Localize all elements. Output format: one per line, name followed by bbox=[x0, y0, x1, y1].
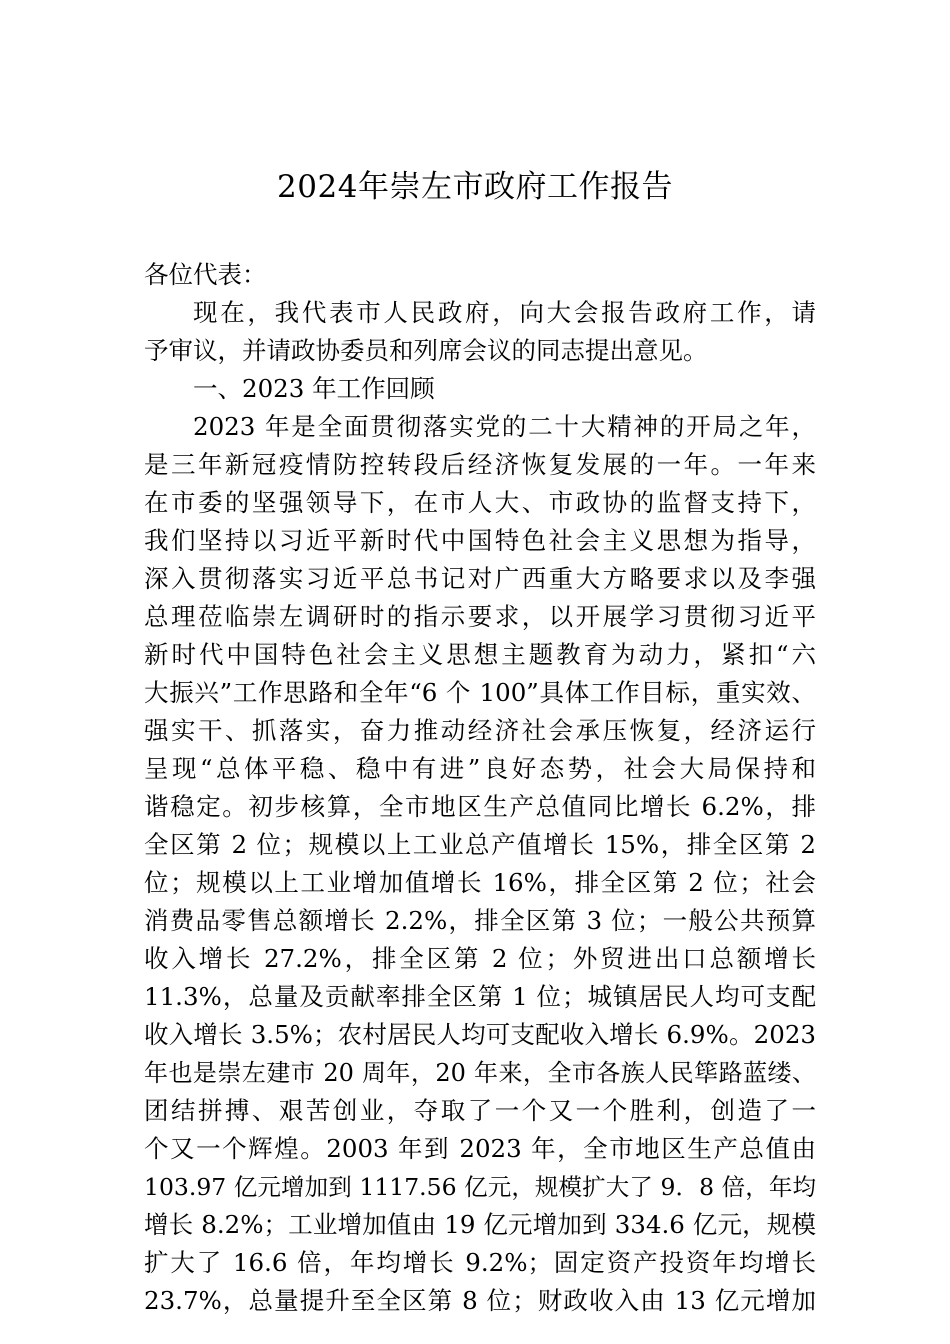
paragraph-line: 位；规模以上工业增加值增长 16%，排全区第 2 位；社会 bbox=[144, 868, 816, 897]
paragraph-line: 呈现“总体平稳、稳中有进”良好态势，社会大局保持和 bbox=[144, 754, 816, 783]
paragraph-line: 强实干、抓落实，奋力推动经济社会承压恢复，经济运行 bbox=[144, 716, 816, 745]
paragraph-line: 各位代表： bbox=[144, 260, 267, 289]
paragraph-line: 我们坚持以习近平新时代中国特色社会主义思想为指导， bbox=[144, 526, 816, 555]
paragraph-line: 是三年新冠疫情防控转段后经济恢复发展的一年。一年来 bbox=[144, 450, 816, 479]
paragraph-line: 全区第 2 位；规模以上工业总产值增长 15%，排全区第 2 bbox=[144, 830, 816, 859]
paragraph-line: 总理莅临崇左调研时的指示要求，以开展学习贯彻习近平 bbox=[144, 602, 816, 631]
paragraph-line: 23.7%，总量提升至全区第 8 位；财政收入由 13 亿元增加 bbox=[144, 1286, 816, 1315]
paragraph-line: 深入贯彻落实习近平总书记对广西重大方略要求以及李强 bbox=[144, 564, 816, 593]
paragraph-line: 扩大了 16.6 倍，年均增长 9.2%；固定资产投资年均增长 bbox=[144, 1248, 816, 1277]
paragraph-line: 在市委的坚强领导下，在市人大、市政协的监督支持下， bbox=[144, 488, 816, 517]
paragraph-line: 收入增长 3.5%；农村居民人均可支配收入增长 6.9%。2023 bbox=[144, 1020, 816, 1049]
paragraph-line: 收入增长 27.2%，排全区第 2 位；外贸进出口总额增长 bbox=[144, 944, 816, 973]
paragraph-line: 大振兴”工作思路和全年“6 个 100”具体工作目标，重实效、 bbox=[144, 678, 816, 707]
document-title: 2024年崇左市政府工作报告 bbox=[277, 169, 673, 205]
paragraph-line: 一、2023 年工作回顾 bbox=[193, 374, 435, 403]
paragraph-line: 现在，我代表市人民政府，向大会报告政府工作，请 bbox=[193, 298, 816, 327]
paragraph-line: 11.3%，总量及贡献率排全区第 1 位；城镇居民人均可支配 bbox=[144, 982, 816, 1011]
document-body bbox=[144, 256, 816, 1320]
paragraph-line: 予审议，并请政协委员和列席会议的同志提出意见。 bbox=[144, 336, 708, 365]
paragraph-line: 消费品零售总额增长 2.2%，排全区第 3 位；一般公共预算 bbox=[144, 906, 816, 935]
paragraph-line: 103.97 亿元增加到 1117.56 亿元，规模扩大了 9．8 倍，年均 bbox=[144, 1173, 816, 1201]
paragraph-line: 谐稳定。初步核算，全市地区生产总值同比增长 6.2%，排 bbox=[144, 792, 816, 821]
paragraph-line: 增长 8.2%；工业增加值由 19 亿元增加到 334.6 亿元，规模 bbox=[144, 1210, 816, 1239]
paragraph-line: 个又一个辉煌。2003 年到 2023 年，全市地区生产总值由 bbox=[144, 1134, 816, 1163]
paragraph-line: 团结拼搏、艰苦创业，夺取了一个又一个胜利，创造了一 bbox=[144, 1096, 816, 1125]
paragraph-line: 新时代中国特色社会主义思想主题教育为动力，紧扣“六 bbox=[144, 640, 816, 669]
paragraph-line: 2023 年是全面贯彻落实党的二十大精神的开局之年， bbox=[193, 412, 816, 441]
paragraph-line: 年也是崇左建市 20 周年，20 年来，全市各族人民筚路蓝缕、 bbox=[144, 1059, 816, 1087]
